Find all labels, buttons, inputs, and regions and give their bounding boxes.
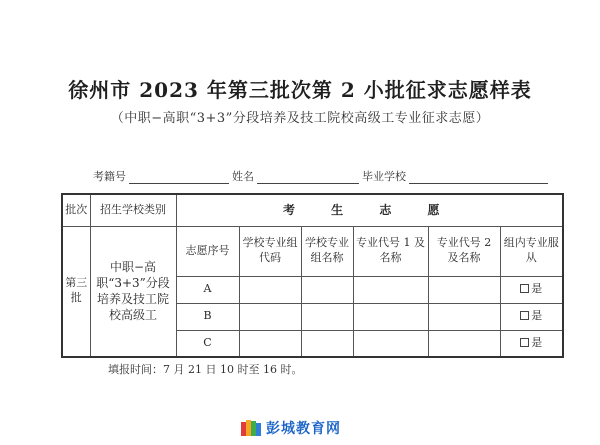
column-header-order: 志愿序号 <box>176 226 239 276</box>
obey-label: 是 <box>531 335 543 349</box>
name-label: 姓名 <box>232 170 254 183</box>
obey-label: 是 <box>531 309 543 323</box>
school-type-value: 中职−高职“3+3”分段培养及技工院校高级工 <box>90 226 176 357</box>
column-header-group-name: 学校专业组名称 <box>301 226 353 276</box>
document-subtitle: （中职−高职“3+3”分段培养及技工院校高级工专业征求志愿） <box>110 111 490 126</box>
column-header-major-1: 专业代号 1 及名称 <box>353 226 428 276</box>
exam-id-label: 考籍号 <box>93 170 126 183</box>
grad-school-blank <box>409 172 548 184</box>
obey-cell[interactable] <box>500 276 563 303</box>
group-code-cell[interactable] <box>239 330 301 357</box>
major-1-cell[interactable] <box>353 330 428 357</box>
obey-cell[interactable] <box>500 303 563 330</box>
column-header-obey: 组内专业服从 <box>500 226 563 276</box>
checkbox-icon[interactable] <box>520 311 529 320</box>
row-order: B <box>176 303 239 330</box>
row-order: C <box>176 330 239 357</box>
major-1-cell[interactable] <box>353 303 428 330</box>
group-name-cell[interactable] <box>301 276 353 303</box>
obey-cell[interactable] <box>500 330 563 357</box>
batch-header: 批次 <box>62 194 90 226</box>
batch-value: 第三批 <box>62 226 90 357</box>
group-code-cell[interactable] <box>239 303 301 330</box>
column-header-major-2: 专业代号 2 及名称 <box>428 226 500 276</box>
watermark <box>240 418 341 438</box>
major-2-cell[interactable] <box>428 276 500 303</box>
fill-time-note: 填报时间：7 月 21 日 10 时至 16 时。 <box>108 363 303 376</box>
name-blank <box>257 172 359 184</box>
obey-label: 是 <box>531 282 543 296</box>
grad-school-label: 毕业学校 <box>362 170 406 183</box>
group-name-cell[interactable] <box>301 303 353 330</box>
document-title: 徐州市 2023 年第三批次第 2 小批征求志愿样表 <box>68 78 532 102</box>
checkbox-icon[interactable] <box>520 284 529 293</box>
checkbox-icon[interactable] <box>520 338 529 347</box>
exam-id-blank <box>129 172 229 184</box>
row-order: A <box>176 276 239 303</box>
group-name-cell[interactable] <box>301 330 353 357</box>
wish-header: 考 生 志 愿 <box>176 194 563 226</box>
major-2-cell[interactable] <box>428 330 500 357</box>
school-type-header: 招生学校类别 <box>90 194 176 226</box>
book-logo-icon <box>240 419 262 437</box>
group-code-cell[interactable] <box>239 276 301 303</box>
watermark-text: 彭城教育网 <box>266 421 341 437</box>
major-1-cell[interactable] <box>353 276 428 303</box>
info-line <box>93 168 551 184</box>
major-2-cell[interactable] <box>428 303 500 330</box>
column-header-group-code: 学校专业组代码 <box>239 226 301 276</box>
wish-form-table <box>61 193 564 358</box>
